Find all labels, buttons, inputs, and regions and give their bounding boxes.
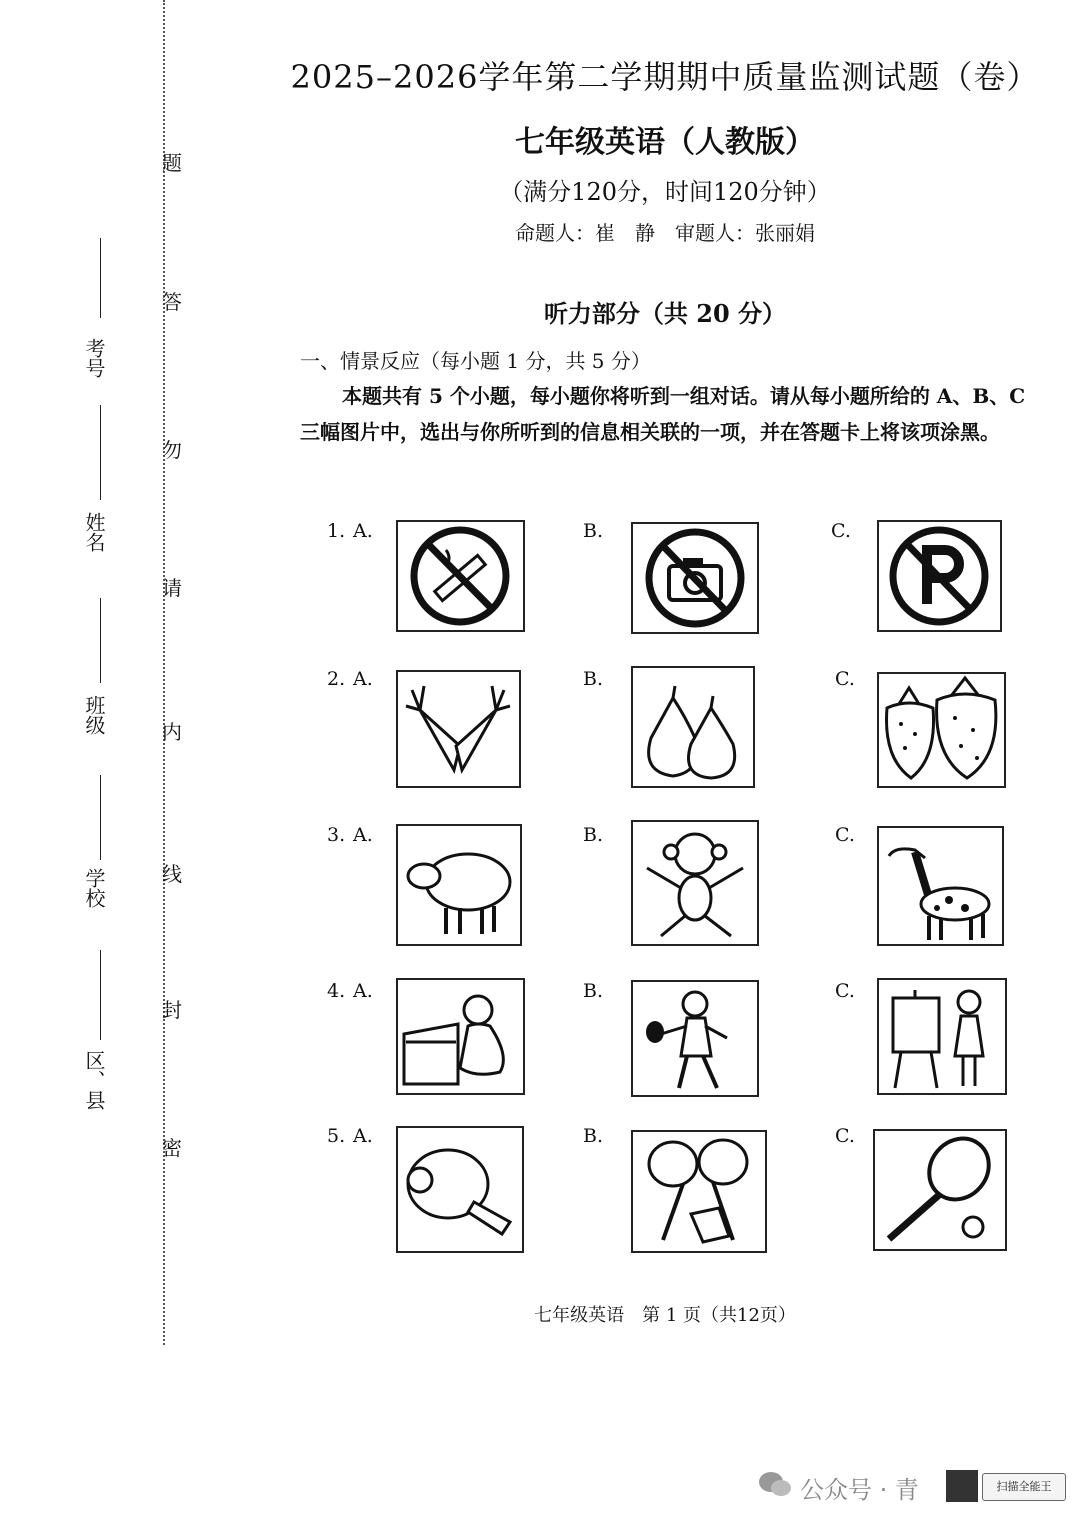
option-letter: A. bbox=[353, 980, 373, 1002]
option-letter: A. bbox=[353, 520, 373, 542]
giraffe-icon[interactable] bbox=[877, 826, 1004, 946]
class-line bbox=[100, 598, 101, 683]
seal-char: 封 bbox=[162, 998, 182, 1022]
seal-char: 线 bbox=[162, 862, 182, 886]
ping-pong-paddle-icon[interactable] bbox=[396, 1126, 524, 1253]
option-letter: A. bbox=[353, 1125, 373, 1147]
school-line bbox=[100, 775, 101, 860]
question-number: 4. bbox=[327, 980, 346, 1002]
option-letter: C. bbox=[835, 824, 855, 846]
seal-char: 勿 bbox=[162, 438, 182, 462]
watermark-account: 公众号 · 青 bbox=[800, 1476, 919, 1504]
carrots-icon[interactable] bbox=[396, 670, 521, 788]
authors-line: 命题人：崔 静 审题人：张丽娟 bbox=[515, 221, 815, 245]
no-parking-icon[interactable] bbox=[877, 520, 1002, 632]
district-line bbox=[100, 950, 101, 1040]
seal-char: 题 bbox=[162, 151, 182, 175]
seal-char: 内 bbox=[162, 720, 182, 744]
option-letter: B. bbox=[583, 824, 604, 846]
wechat-icon bbox=[758, 1470, 792, 1500]
option-letter: C. bbox=[835, 1125, 855, 1147]
sheep-icon[interactable] bbox=[396, 824, 522, 946]
girl-drawing-icon[interactable] bbox=[877, 978, 1007, 1095]
option-letter: A. bbox=[353, 824, 373, 846]
seal-char: 请 bbox=[162, 576, 182, 600]
badminton-icon[interactable] bbox=[631, 1130, 767, 1253]
option-letter: A. bbox=[353, 668, 373, 690]
question-number: 2. bbox=[327, 668, 346, 690]
exam-subtitle: 七年级英语（人教版） bbox=[515, 125, 815, 160]
strawberries-icon[interactable] bbox=[877, 672, 1006, 788]
instructions-text: 本题共有 5 个小题，每小题你将听到一组对话。请从每小题所给的 A、B、C 三幅图片中，选出与你所听到的信息相关联的一项，并在答题卡上将该项涂黑。 bbox=[300, 384, 1026, 444]
option-letter: B. bbox=[583, 520, 604, 542]
qr-code-icon bbox=[946, 1470, 978, 1502]
question-number: 5. bbox=[327, 1125, 346, 1147]
question-number: 3. bbox=[327, 824, 346, 846]
tennis-racket-icon[interactable] bbox=[873, 1129, 1007, 1251]
exam-title: 2025–2026学年第二学期期中质量监测试题（卷） bbox=[290, 58, 1040, 96]
no-photos-icon[interactable] bbox=[631, 522, 759, 634]
seal-char: 密 bbox=[162, 1136, 182, 1160]
part1-title: 一、情景反应（每小题 1 分，共 5 分） bbox=[300, 349, 651, 373]
option-letter: C. bbox=[835, 668, 855, 690]
girl-playing-piano-icon[interactable] bbox=[396, 978, 525, 1095]
name-line bbox=[100, 405, 101, 500]
name-label: 姓名 bbox=[82, 512, 106, 552]
pears-icon[interactable] bbox=[631, 666, 755, 788]
option-letter: B. bbox=[583, 668, 604, 690]
option-letter: B. bbox=[583, 1125, 604, 1147]
option-letter: B. bbox=[583, 980, 604, 1002]
listening-heading: 听力部分（共 20 分） bbox=[543, 299, 787, 328]
no-smoking-icon[interactable] bbox=[396, 520, 525, 632]
school-label: 学校 bbox=[82, 868, 106, 908]
seal-char: 答 bbox=[162, 290, 182, 314]
option-letter: C. bbox=[835, 980, 855, 1002]
exam-number-label: 考号 bbox=[82, 338, 106, 378]
class-label: 班级 bbox=[82, 695, 106, 735]
girl-playing-ping-pong-icon[interactable] bbox=[631, 980, 759, 1097]
instructions bbox=[300, 378, 1030, 450]
scanner-badge: 扫描全能王 bbox=[982, 1473, 1066, 1501]
page-footer: 七年级英语 第 1 页（共12页） bbox=[534, 1305, 796, 1326]
monkey-icon[interactable] bbox=[631, 820, 759, 946]
question-number: 1. bbox=[327, 520, 346, 542]
score-info: （满分120分，时间120分钟） bbox=[499, 178, 831, 206]
option-letter: C. bbox=[831, 520, 851, 542]
district-label: 区、县 bbox=[82, 1050, 106, 1110]
